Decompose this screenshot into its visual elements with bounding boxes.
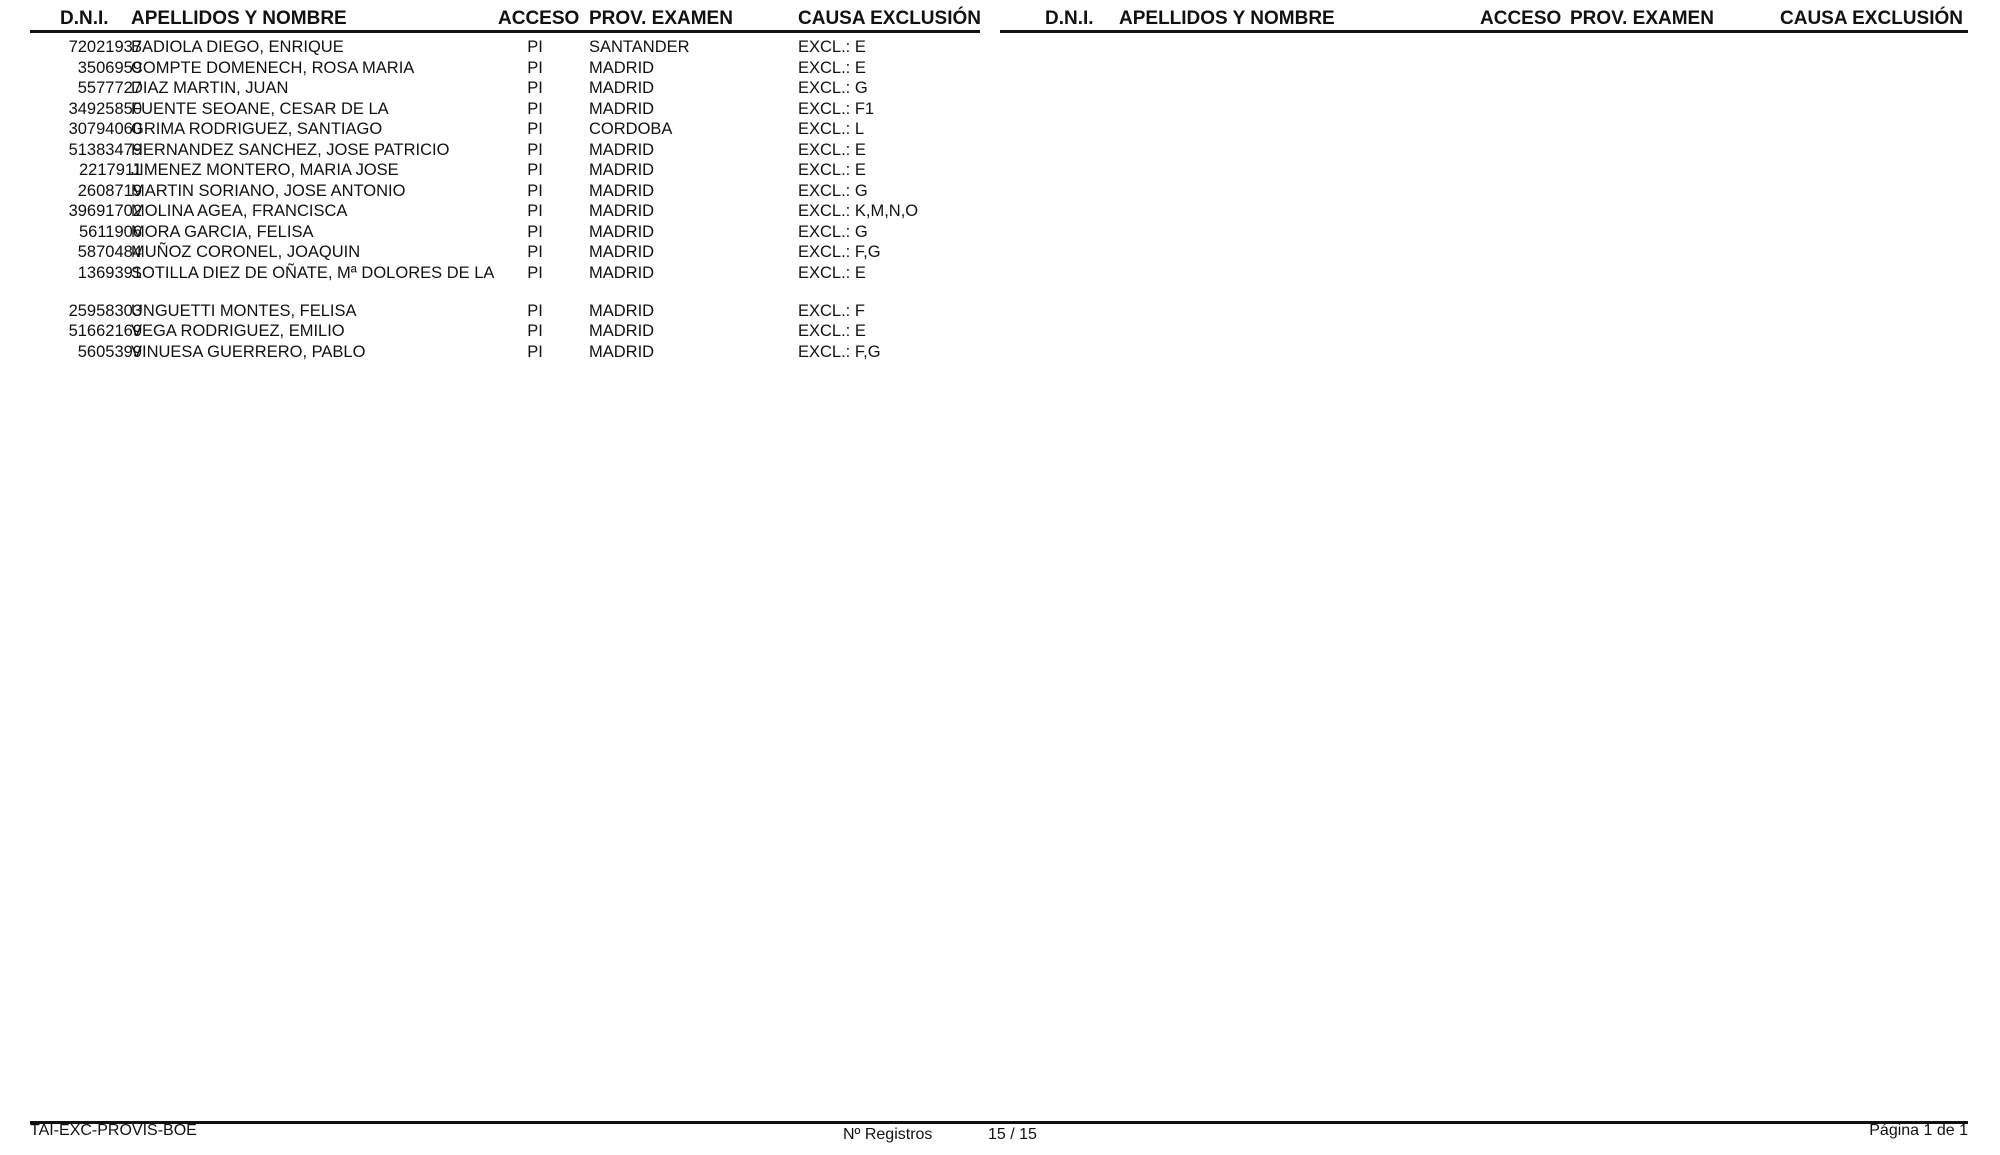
table-row [30,242,980,263]
row-acceso: PI [527,263,543,282]
row-causa-exclusion: EXCL.: F [798,301,865,320]
row-acceso: PI [527,301,543,320]
row-prov-examen: MADRID [589,99,655,118]
row-acceso: PI [527,342,543,361]
row-name: HERNANDEZ SANCHEZ, JOSE PATRICIO [131,140,450,159]
row-causa-exclusion: EXCL.: E [798,322,866,340]
row-causa-exclusion: EXCL.: E [798,161,866,179]
row-name: COMPTE DOMENECH, ROSA MARIA [131,58,415,77]
row-acceso: PI [527,120,543,138]
table-row [30,201,980,222]
header-causa-exclusion-right: CAUSA EXCLUSIÓN [1780,8,1963,29]
row-dni: 5605399 [77,342,142,361]
row-name: VINUESA GUERRERO, PABLO [131,342,366,361]
row-acceso: PI [527,79,543,97]
row-causa-exclusion: EXCL.: K,M,N,O [798,202,919,220]
table-row [30,342,980,363]
header-dni: D.N.I. [60,8,109,29]
footer-report-code: TAI-EXC-PROVIS-BOE [30,1122,197,1139]
row-acceso: PI [527,161,543,179]
row-acceso: PI [527,243,543,261]
row-dni: 39691702 [68,202,142,220]
table-row [30,321,980,342]
row-name: FUENTE SEOANE, CESAR DE LA [131,99,389,118]
table-row [30,78,980,99]
row-causa-exclusion: EXCL.: E [798,263,866,282]
table-row [30,58,980,79]
table-row [30,160,980,181]
row-acceso: PI [527,202,543,220]
table-row [30,140,980,161]
row-dni: 72021937 [68,38,142,56]
left-column-block [30,8,980,362]
row-name: MUÑOZ CORONEL, JOAQUIN [131,243,361,261]
row-prov-examen: MADRID [589,243,655,261]
row-acceso: PI [527,99,543,118]
header-causa-exclusion: CAUSA EXCLUSIÓN [798,8,981,29]
row-prov-examen: SANTANDER [589,38,690,56]
row-acceso: PI [527,58,543,77]
table-header-right [1000,8,1968,33]
row-prov-examen: CORDOBA [589,120,673,138]
row-dni: 2217911 [78,161,142,179]
header-name-right: APELLIDOS Y NOMBRE [1119,8,1335,29]
row-causa-exclusion: EXCL.: E [798,58,866,77]
header-dni-right: D.N.I. [1045,8,1094,29]
row-name: GRIMA RODRIGUEZ, SANTIAGO [131,120,383,138]
row-dni: 51662169 [68,322,142,340]
row-acceso: PI [527,38,543,56]
row-dni: 5870484 [77,243,142,261]
header-prov-examen-right: PROV. EXAMEN [1570,8,1714,29]
row-dni: 2608719 [77,181,142,200]
footer-registros-count: 15 / 15 [988,1126,1037,1143]
row-name: MORA GARCIA, FELISA [131,222,314,241]
row-name: JIMENEZ MONTERO, MARIA JOSE [131,161,399,179]
header-prov-examen: PROV. EXAMEN [589,8,733,29]
table-header [30,8,980,33]
right-column-block [1000,8,1968,33]
row-dni: 1369391 [77,263,142,282]
row-name: UNGUETTI MONTES, FELISA [131,301,357,320]
row-causa-exclusion: EXCL.: F,G [798,243,881,261]
header-name: APELLIDOS Y NOMBRE [131,8,347,29]
table-row [30,301,980,322]
row-prov-examen: MADRID [589,181,655,200]
header-acceso: ACCESO [498,8,580,29]
row-prov-examen: MADRID [589,342,655,361]
row-prov-examen: MADRID [589,222,655,241]
row-causa-exclusion: EXCL.: E [798,38,866,56]
table-row [30,263,980,301]
row-causa-exclusion: EXCL.: F,G [798,342,881,361]
row-dni: 51383479 [68,140,142,159]
row-prov-examen: MADRID [589,263,655,282]
row-dni: 5577727 [77,79,142,97]
row-name: DIAZ MARTIN, JUAN [131,79,289,97]
row-name: MARTIN SORIANO, JOSE ANTONIO [131,181,406,200]
row-causa-exclusion: EXCL.: E [798,140,866,159]
row-causa-exclusion: EXCL.: L [798,120,865,138]
table-row [30,222,980,243]
row-causa-exclusion: EXCL.: G [798,222,868,241]
row-dni: 25958303 [68,301,142,320]
row-name: BADIOLA DIEGO, ENRIQUE [131,38,344,56]
row-prov-examen: MADRID [589,322,655,340]
row-causa-exclusion: EXCL.: F1 [798,99,875,118]
row-acceso: PI [527,322,543,340]
row-acceso: PI [527,181,543,200]
row-prov-examen: MADRID [589,79,655,97]
table-row [30,37,980,58]
row-name: SOTILLA DIEZ DE OÑATE, Mª DOLORES DE LA [131,263,495,282]
footer-registros-label: Nº Registros [843,1126,933,1143]
table-row [30,99,980,120]
row-acceso: PI [527,222,543,241]
row-causa-exclusion: EXCL.: G [798,181,868,200]
row-dni: 5611906 [78,222,142,241]
table-row [30,119,980,140]
row-prov-examen: MADRID [589,202,655,220]
row-prov-examen: MADRID [589,58,655,77]
footer-page-number: Página 1 de 1 [1869,1122,1968,1139]
header-acceso-right: ACCESO [1480,8,1562,29]
table-body [30,37,980,362]
footer-rule [30,1121,1968,1124]
row-dni: 34925850 [68,99,142,118]
row-prov-examen: MADRID [589,140,655,159]
row-dni: 30794060 [68,120,142,138]
row-name: MOLINA AGEA, FRANCISCA [131,202,348,220]
row-prov-examen: MADRID [589,161,655,179]
row-name: VEGA RODRIGUEZ, EMILIO [131,322,345,340]
row-dni: 3506959 [77,58,142,77]
row-prov-examen: MADRID [589,301,655,320]
row-causa-exclusion: EXCL.: G [798,79,868,97]
row-acceso: PI [527,140,543,159]
table-row [30,181,980,202]
